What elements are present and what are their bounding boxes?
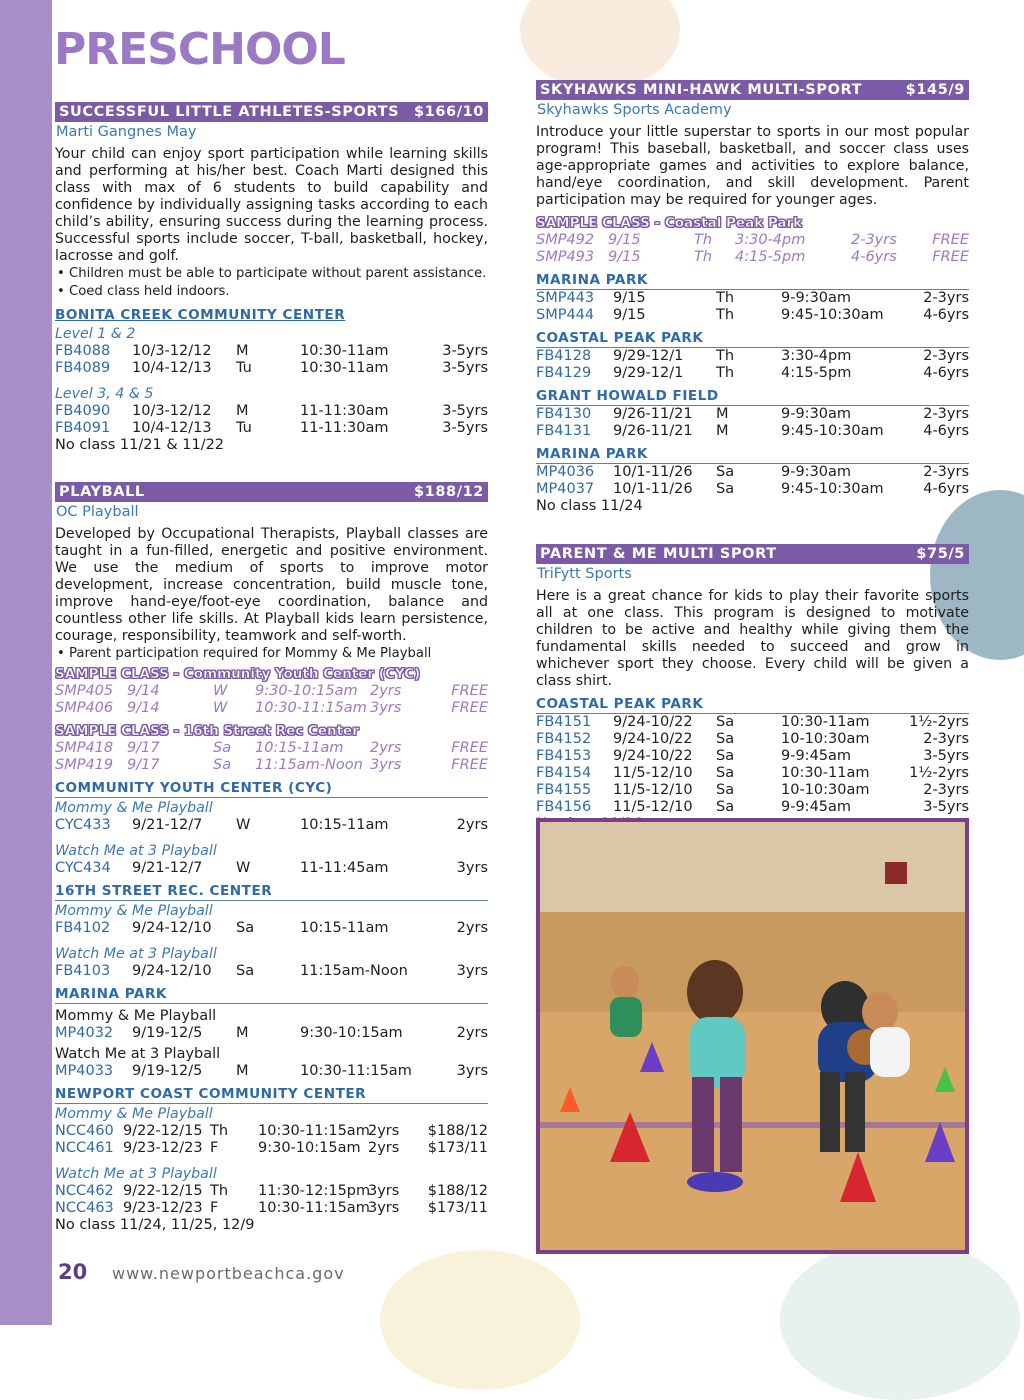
no-class-note: No class 11/24, 11/25, 12/9: [55, 1217, 255, 1233]
provider-link[interactable]: OC Playball: [56, 504, 139, 520]
class-row[interactable]: MP4037 10/1-11/26 Sa 9:45-10:30am 4-6yrs: [536, 481, 969, 497]
class-type-label: Watch Me at 3 Playball: [55, 946, 217, 962]
kids-sports-photo: [536, 818, 969, 1254]
class-row[interactable]: FB4103 9/24-12/10 Sa 11:15am-Noon 3yrs: [55, 963, 488, 979]
description: Developed by Occupational Therapists, Playball classes are taught in a fun-filled, energetic and positive environment. We use the medium of sports to improve motor development, increase concentration, build muscle tone, improve hand-eye/foot-eye coordination, balance and countless other life skills. At Playball kids learn persistence, courage, responsibility, teamwork and self-worth.: [55, 526, 488, 644]
section-header: [55, 482, 488, 502]
right-column: [536, 80, 969, 833]
section-price: $145/9: [905, 82, 965, 98]
no-class-note: No class 11/21 & 11/22: [55, 437, 225, 453]
page-title: PRESCHOOL: [54, 24, 345, 75]
bullet: • Parent participation required for Mommy & Me Playball: [55, 645, 488, 663]
description: Your child can enjoy sport participation while learning skills and performing at his/her best. Coach Marti designed this class with max of 6 students to build capability and confidence by individually assigning tasks according to each child’s ability, ensuring success during the learning process. Successful sports include soccer, T-ball, basketball, hockey, lacrosse and golf.: [55, 146, 488, 264]
class-row[interactable]: FB4089 10/4-12/13 Tu 10:30-11am 3-5yrs: [55, 360, 488, 376]
left-color-bar: [0, 0, 52, 1325]
level-label: Level 3, 4 & 5: [55, 386, 154, 402]
class-row[interactable]: FB4153 9/24-10/22 Sa 9-9:45am 3-5yrs: [536, 748, 969, 764]
location-heading: COASTAL PEAK PARK: [536, 696, 969, 714]
class-row[interactable]: FB4088 10/3-12/12 M 10:30-11am 3-5yrs: [55, 343, 488, 359]
class-row[interactable]: SMP418 9/17 Sa 10:15-11am 2yrs FREE: [55, 740, 488, 756]
left-column: [55, 102, 488, 1234]
class-row[interactable]: NCC463 9/23-12/23 F 10:30-11:15am 3yrs $173/11: [55, 1200, 488, 1216]
no-class-note: No class 11/24: [536, 498, 643, 514]
level-label: Level 1 & 2: [55, 326, 136, 342]
bullet: • Children must be able to participate without parent assistance.: [55, 265, 488, 283]
class-row[interactable]: FB4151 9/24-10/22 Sa 10:30-11am 1½-2yrs: [536, 714, 969, 730]
class-row[interactable]: SMP444 9/15 Th 9:45-10:30am 4-6yrs: [536, 307, 969, 323]
location-heading: MARINA PARK: [55, 986, 488, 1004]
class-row[interactable]: FB4129 9/29-12/1 Th 4:15-5pm 4-6yrs: [536, 365, 969, 381]
class-row[interactable]: SMP405 9/14 W 9:30-10:15am 2yrs FREE: [55, 683, 488, 699]
class-type-label: Watch Me at 3 Playball: [55, 1046, 221, 1062]
class-row[interactable]: CYC434 9/21-12/7 W 11-11:45am 3yrs: [55, 860, 488, 876]
class-type-label: Mommy & Me Playball: [55, 903, 213, 919]
section-header: [536, 80, 969, 100]
decorative-shape: [380, 1250, 580, 1390]
class-row[interactable]: FB4130 9/26-11/21 M 9-9:30am 2-3yrs: [536, 406, 969, 422]
class-row[interactable]: MP4033 9/19-12/5 M 10:30-11:15am 3yrs: [55, 1063, 488, 1079]
sample-class-heading: SAMPLE CLASS - 16th Street Rec Center: [55, 723, 359, 739]
location-heading: MARINA PARK: [536, 446, 969, 464]
class-row[interactable]: FB4102 9/24-12/10 Sa 10:15-11am 2yrs: [55, 920, 488, 936]
decorative-shape: [520, 0, 680, 90]
class-row[interactable]: FB4154 11/5-12/10 Sa 10:30-11am 1½-2yrs: [536, 765, 969, 781]
class-row[interactable]: SMP406 9/14 W 10:30-11:15am 3yrs FREE: [55, 700, 488, 716]
class-row[interactable]: FB4128 9/29-12/1 Th 3:30-4pm 2-3yrs: [536, 348, 969, 364]
location-heading: COASTAL PEAK PARK: [536, 330, 969, 348]
decorative-shape: [780, 1240, 1020, 1400]
class-type-label: Watch Me at 3 Playball: [55, 843, 217, 859]
location-heading: COMMUNITY YOUTH CENTER (CYC): [55, 780, 488, 798]
class-row[interactable]: FB4152 9/24-10/22 Sa 10-10:30am 2-3yrs: [536, 731, 969, 747]
bullet: • Coed class held indoors.: [55, 283, 488, 301]
description: Introduce your little superstar to sports in our most popular program! This baseball, basketball, and soccer class uses age-appropriate games and activities to explore balance, hand/eye coordination, and skill development. Parent participation may be required for younger ages.: [536, 124, 969, 208]
location-heading: GRANT HOWALD FIELD: [536, 388, 969, 406]
class-row[interactable]: SMP419 9/17 Sa 11:15am-Noon 3yrs FREE: [55, 757, 488, 773]
class-row[interactable]: SMP492 9/15 Th 3:30-4pm 2-3yrs FREE: [536, 232, 969, 248]
class-type-label: Mommy & Me Playball: [55, 1106, 213, 1122]
section-price: $188/12: [413, 484, 484, 500]
location-heading: MARINA PARK: [536, 272, 969, 290]
photo-illustration: [540, 822, 965, 1250]
class-row[interactable]: MP4036 10/1-11/26 Sa 9-9:30am 2-3yrs: [536, 464, 969, 480]
sample-class-heading: SAMPLE CLASS - Community Youth Center (CYC): [55, 666, 421, 682]
section-header: [55, 102, 488, 122]
class-row[interactable]: FB4155 11/5-12/10 Sa 10-10:30am 2-3yrs: [536, 782, 969, 798]
class-type-label: Mommy & Me Playball: [55, 1008, 217, 1024]
section-title: PARENT & ME MULTI SPORT: [540, 546, 777, 562]
page-number: 20: [58, 1260, 88, 1284]
class-row[interactable]: FB4156 11/5-12/10 Sa 9-9:45am 3-5yrs: [536, 799, 969, 815]
class-type-label: Mommy & Me Playball: [55, 800, 213, 816]
class-row[interactable]: NCC461 9/23-12/23 F 9:30-10:15am 2yrs $173/11: [55, 1140, 488, 1156]
class-row[interactable]: SMP443 9/15 Th 9-9:30am 2-3yrs: [536, 290, 969, 306]
class-row[interactable]: SMP493 9/15 Th 4:15-5pm 4-6yrs FREE: [536, 249, 969, 265]
class-row[interactable]: FB4091 10/4-12/13 Tu 11-11:30am 3-5yrs: [55, 420, 488, 436]
location-heading: BONITA CREEK COMMUNITY CENTER: [55, 307, 346, 323]
section-title: PLAYBALL: [59, 484, 145, 500]
class-row[interactable]: MP4032 9/19-12/5 M 9:30-10:15am 2yrs: [55, 1025, 488, 1041]
class-row[interactable]: NCC462 9/22-12/15 Th 11:30-12:15pm 3yrs $188/12: [55, 1183, 488, 1199]
section-price: $75/5: [916, 546, 965, 562]
class-row[interactable]: FB4131 9/26-11/21 M 9:45-10:30am 4-6yrs: [536, 423, 969, 439]
provider-link[interactable]: TriFytt Sports: [537, 566, 632, 582]
provider-link[interactable]: Marti Gangnes May: [56, 124, 197, 140]
class-type-label: Watch Me at 3 Playball: [55, 1166, 217, 1182]
class-row[interactable]: FB4090 10/3-12/12 M 11-11:30am 3-5yrs: [55, 403, 488, 419]
location-heading: 16TH STREET REC. CENTER: [55, 883, 488, 901]
sample-class-heading: SAMPLE CLASS - Coastal Peak Park: [536, 215, 803, 231]
provider-link[interactable]: Skyhawks Sports Academy: [537, 102, 732, 118]
section-title: SUCCESSFUL LITTLE ATHLETES-SPORTS: [59, 104, 400, 120]
section-price: $166/10: [413, 104, 484, 120]
website-link[interactable]: www.newportbeachca.gov: [112, 1264, 345, 1283]
description: Here is a great chance for kids to play their favorite sports all at one class. This program is designed to motivate children to be active and healthy while giving them the fundamental skills needed to succeed and grow in whichever sport they choose. Every child will be given a class shirt.: [536, 588, 969, 689]
section-title: SKYHAWKS MINI-HAWK MULTI-SPORT: [540, 82, 863, 98]
location-heading: NEWPORT COAST COMMUNITY CENTER: [55, 1086, 488, 1104]
class-row[interactable]: NCC460 9/22-12/15 Th 10:30-11:15am 2yrs $188/12: [55, 1123, 488, 1139]
section-header: [536, 544, 969, 564]
class-row[interactable]: CYC433 9/21-12/7 W 10:15-11am 2yrs: [55, 817, 488, 833]
